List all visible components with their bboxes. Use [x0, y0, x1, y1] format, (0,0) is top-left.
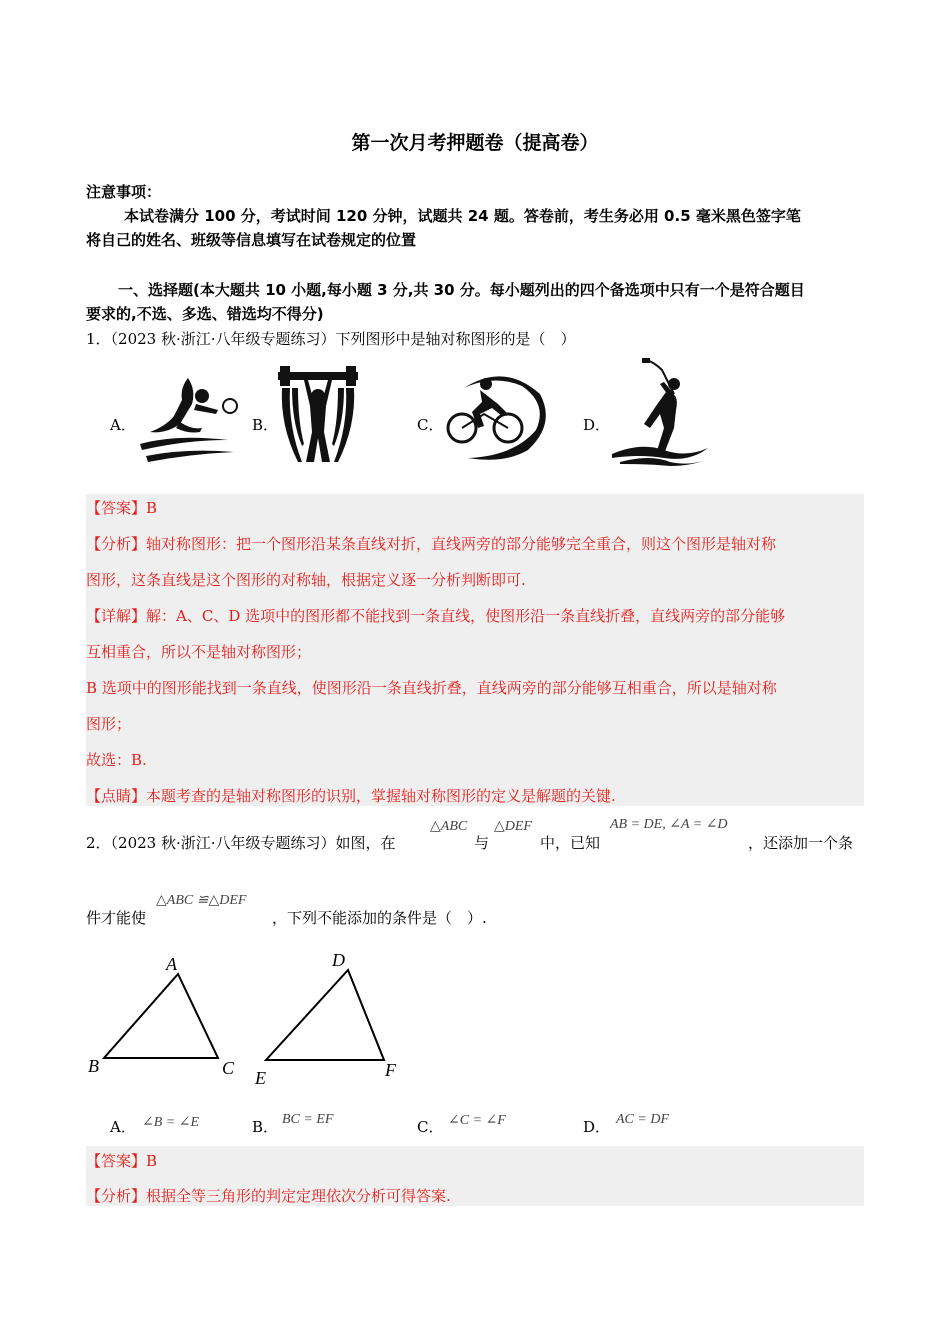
q2-option-b-label: B．	[252, 1118, 279, 1136]
q1-detail-line-5: 故选：B.	[86, 751, 147, 769]
q2-stem-d: ，还添加一个条	[748, 834, 854, 852]
q2-stem-f: ，下列不能添加的条件是（ ）.	[272, 909, 487, 927]
triangle-abc	[104, 974, 218, 1058]
vertex-c-label: C	[222, 1058, 235, 1078]
q1-stem: 1．（2023 秋·浙江·八年级专题练习）下列图形中是轴对称图形的是（ ）	[86, 330, 576, 348]
section-heading-line-2: 要求的,不选、多选、错选均不得分)	[86, 305, 324, 323]
q2-analysis-line	[86, 1185, 451, 1206]
q1-analysis-tag: 【分析】	[86, 535, 147, 553]
q1-detail-tag: 【详解】	[86, 607, 147, 625]
q2-option-a-math: ∠B = ∠E	[142, 1115, 200, 1130]
q1-answer: 【答案】B	[86, 499, 158, 517]
q2-stem-a: 2．（2023 秋·浙江·八年级专题练习）如图，在	[86, 834, 396, 852]
q1-option-c-label: C．	[417, 416, 444, 434]
q2-stem-c: 中，已知	[540, 834, 601, 852]
page-title: 第一次月考押题卷（提高卷）	[351, 132, 599, 154]
vertex-e-label: E	[255, 1068, 266, 1088]
q1-analysis-line-2: 图形，这条直线是这个图形的对称轴，根据定义逐一分析判断即可.	[86, 571, 526, 589]
q1-detail-line-2: 互相重合，所以不是轴对称图形；	[86, 643, 312, 661]
q2-math-congruence: △ABC ≌△DEF	[156, 893, 247, 908]
q2-option-c-label: C．	[417, 1118, 444, 1136]
q2-option-c-math: ∠C = ∠F	[448, 1113, 506, 1128]
q1-detail-line-3: B 选项中的图形能找到一条直线，使图形沿一条直线折叠，直线两旁的部分能够互相重合，所以是轴对称	[86, 679, 777, 697]
q2-answer: 【答案】B	[86, 1152, 158, 1170]
weightlifter-icon	[276, 366, 360, 466]
q1-detail-line-4: 图形；	[86, 715, 132, 733]
q1-analysis-line-1	[86, 533, 776, 554]
q2-analysis-tag: 【分析】	[86, 1187, 147, 1205]
q2-stem-b: 与	[474, 834, 490, 852]
volleyball-player-icon	[136, 370, 242, 466]
notice-line-2: 将自己的姓名、班级等信息填写在试卷规定的位置	[86, 231, 417, 249]
vertex-f-label: F	[385, 1060, 396, 1080]
notice-heading: 注意事项：	[86, 183, 162, 201]
q2-math-def: △DEF	[494, 819, 532, 834]
q1-option-b-label: B．	[252, 416, 279, 434]
q1-detail-text-1: 解：A、C、D 选项中的图形都不能找到一条直线，使图形沿一条直线折叠，直线两旁的部分能够	[146, 607, 786, 625]
q2-math-given: AB = DE, ∠A = ∠D	[610, 817, 728, 832]
q1-option-a-label: A．	[110, 416, 136, 434]
q2-option-a-label: A．	[110, 1118, 136, 1136]
golfer-icon	[610, 358, 710, 466]
q2-option-d-math: AC = DF	[616, 1112, 669, 1127]
q2-stem-e: 件才能使	[86, 909, 147, 927]
q1-remark-tag: 【点睛】	[86, 787, 147, 805]
triangle-def	[266, 970, 384, 1060]
vertex-d-label: D	[332, 950, 345, 970]
cyclist-icon	[444, 368, 552, 464]
q2-option-d-label: D．	[583, 1118, 611, 1136]
q1-detail-line-1	[86, 605, 785, 626]
q2-math-abc: △ABC	[430, 819, 468, 834]
vertex-a-label: A	[166, 954, 177, 974]
q1-remark-text: 本题考查的是轴对称图形的识别，掌握轴对称图形的定义是解题的关键.	[146, 787, 616, 805]
q2-option-b-math: BC = EF	[282, 1112, 334, 1127]
triangles-figure	[82, 948, 412, 1088]
section-heading-line-1: 一、选择题(本大题共 10 小题,每小题 3 分,共 30 分。每小题列出的四个备选项中只有一个是符合题目	[118, 281, 805, 299]
vertex-b-label: B	[88, 1056, 99, 1076]
q2-analysis-text: 根据全等三角形的判定定理依次分析可得答案.	[146, 1187, 451, 1205]
q1-analysis-text-1: 轴对称图形：把一个图形沿某条直线对折，直线两旁的部分能够完全重合，则这个图形是轴对称	[146, 535, 777, 553]
q1-remark-line	[86, 785, 616, 806]
notice-line-1: 本试卷满分 100 分，考试时间 120 分钟，试题共 24 题。答卷前，考生务必用 0.5 毫米黑色签字笔	[124, 207, 801, 225]
q1-option-d-label: D．	[583, 416, 611, 434]
